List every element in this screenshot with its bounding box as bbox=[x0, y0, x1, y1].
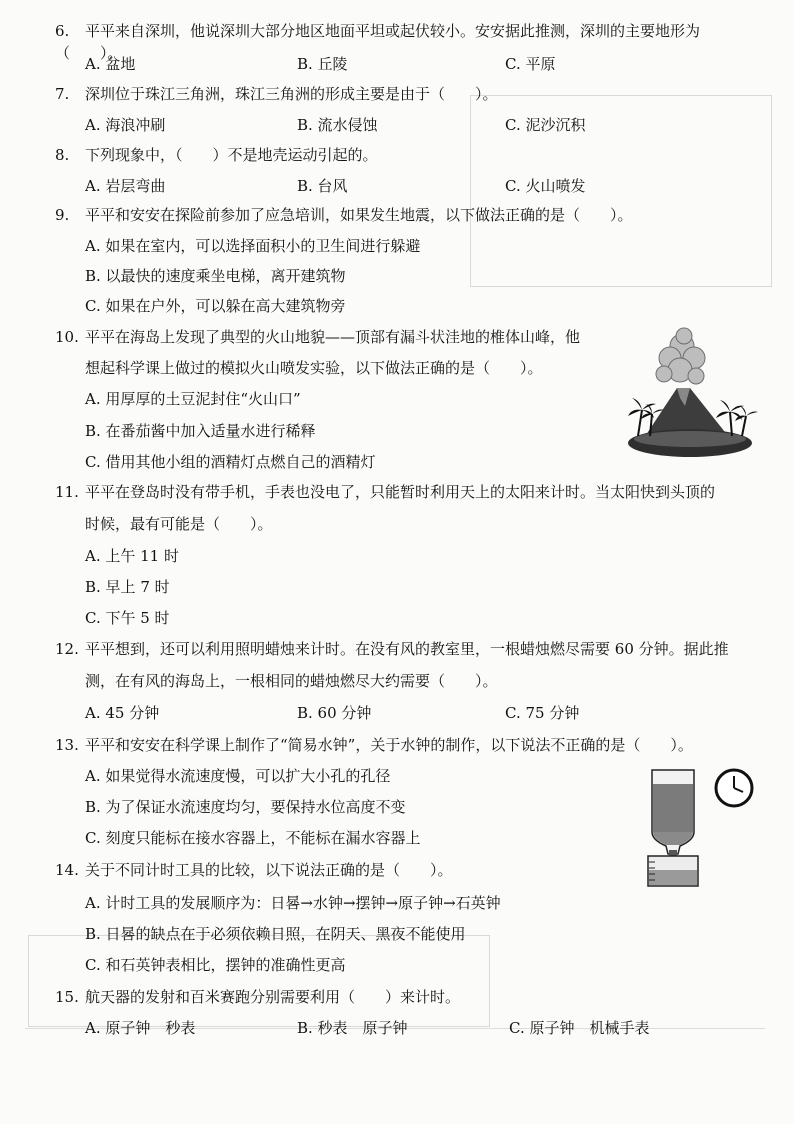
question-text: 关于不同计时工具的比较，以下说法正确的是（ ）。 bbox=[85, 861, 453, 879]
option-c[interactable]: C. 火山喷发 bbox=[505, 177, 586, 195]
option-b[interactable]: B. 流水侵蚀 bbox=[297, 116, 378, 134]
question-number: 10. bbox=[55, 328, 79, 346]
option-b[interactable]: B. 丘陵 bbox=[297, 55, 348, 73]
question-11 bbox=[55, 481, 764, 503]
question-text-continued: 时候，最有可能是（ ）。 bbox=[85, 515, 273, 533]
question-number: 9. bbox=[55, 206, 70, 224]
question-text: 深圳位于珠江三角洲，珠江三角洲的形成主要是由于（ ）。 bbox=[85, 85, 498, 103]
option-a[interactable]: A. 上午 11 时 bbox=[85, 547, 179, 565]
question-number: 11. bbox=[55, 483, 79, 501]
question-10 bbox=[55, 326, 634, 348]
option-b[interactable]: B. 台风 bbox=[297, 177, 348, 195]
question-text: 平平想到，还可以利用照明蜡烛来计时。在没有风的教室里，一根蜡烛燃尽需要 60 分钟。据此推 bbox=[85, 640, 729, 658]
option-a[interactable]: A. 岩层弯曲 bbox=[85, 177, 166, 195]
option-a[interactable]: A. 原子钟 秒表 bbox=[85, 1019, 196, 1037]
question-15 bbox=[55, 986, 764, 1008]
option-c[interactable]: C. 借用其他小组的酒精灯点燃自己的酒精灯 bbox=[85, 453, 376, 471]
option-c[interactable]: C. 和石英钟表相比，摆钟的准确性更高 bbox=[85, 956, 346, 974]
question-number: 14. bbox=[55, 861, 79, 879]
option-c[interactable]: C. 泥沙沉积 bbox=[505, 116, 586, 134]
option-c[interactable]: C. 如果在户外，可以躲在高大建筑物旁 bbox=[85, 297, 346, 315]
option-b[interactable]: B. 早上 7 时 bbox=[85, 578, 170, 596]
question-number: 7. bbox=[55, 85, 70, 103]
question-text: 平平和安安在科学课上制作了“简易水钟”，关于水钟的制作，以下说法不正确的是（ ）。 bbox=[85, 736, 693, 754]
question-14 bbox=[55, 859, 764, 881]
question-text-continued: 测，在有风的海岛上，一根相同的蜡烛燃尽大约需要（ ）。 bbox=[85, 672, 498, 690]
question-7 bbox=[55, 83, 764, 105]
option-b[interactable]: B. 为了保证水流速度均匀，要保持水位高度不变 bbox=[85, 798, 406, 816]
question-8 bbox=[55, 144, 764, 166]
question-12 bbox=[55, 638, 764, 660]
option-b[interactable]: B. 60 分钟 bbox=[297, 704, 372, 722]
option-b[interactable]: B. 秒表 原子钟 bbox=[297, 1019, 408, 1037]
option-c[interactable]: C. 平原 bbox=[505, 55, 556, 73]
option-a[interactable]: A. 计时工具的发展顺序为：日晷→水钟→摆钟→原子钟→石英钟 bbox=[85, 894, 501, 912]
volcano-island-illustration bbox=[622, 326, 772, 466]
question-number: 15. bbox=[55, 988, 79, 1006]
question-text-continued: 想起科学课上做过的模拟火山喷发实验，以下做法正确的是（ ）。 bbox=[85, 359, 543, 377]
question-number: 8. bbox=[55, 146, 70, 164]
question-text: 平平在登岛时没有带手机，手表也没电了，只能暂时利用天上的太阳来计时。当太阳快到头顶的 bbox=[85, 483, 716, 501]
option-a[interactable]: A. 如果在室内，可以选择面积小的卫生间进行躲避 bbox=[85, 237, 421, 255]
option-a[interactable]: A. 海浪冲刷 bbox=[85, 116, 166, 134]
question-text: 平平和安安在探险前参加了应急培训，如果发生地震，以下做法正确的是（ ）。 bbox=[85, 206, 633, 224]
question-text: 平平来自深圳，他说深圳大部分地区地面平坦或起伏较小。安安据此推测，深圳的主要地形为（ ）。 bbox=[55, 22, 701, 62]
option-a[interactable]: A. 盆地 bbox=[85, 55, 136, 73]
option-c[interactable]: C. 75 分钟 bbox=[505, 704, 580, 722]
clock-icon bbox=[716, 770, 752, 806]
option-a[interactable]: A. 用厚厚的土豆泥封住“火山口” bbox=[85, 390, 301, 408]
option-c[interactable]: C. 刻度只能标在接水容器上，不能标在漏水容器上 bbox=[85, 829, 421, 847]
question-9 bbox=[55, 204, 764, 226]
question-6 bbox=[55, 20, 764, 64]
question-number: 6. bbox=[55, 22, 70, 40]
question-number: 13. bbox=[55, 736, 79, 754]
question-text: 航天器的发射和百米赛跑分别需要利用（ ）来计时。 bbox=[85, 988, 461, 1006]
option-b[interactable]: B. 在番茄酱中加入适量水进行稀释 bbox=[85, 422, 316, 440]
option-c[interactable]: C. 下午 5 时 bbox=[85, 609, 170, 627]
option-a[interactable]: A. 如果觉得水流速度慢，可以扩大小孔的孔径 bbox=[85, 767, 391, 785]
option-c[interactable]: C. 原子钟 机械手表 bbox=[509, 1019, 650, 1037]
question-text: 下列现象中，（ ）不是地壳运动引起的。 bbox=[85, 146, 378, 164]
question-13 bbox=[55, 734, 764, 756]
bleed-through-box bbox=[28, 935, 490, 1027]
question-number: 12. bbox=[55, 640, 79, 658]
question-text: 平平在海岛上发现了典型的火山地貌——顶部有漏斗状洼地的椎体山峰，他 bbox=[85, 328, 581, 346]
option-b[interactable]: B. 以最快的速度乘坐电梯，离开建筑物 bbox=[85, 267, 346, 285]
option-a[interactable]: A. 45 分钟 bbox=[85, 704, 160, 722]
option-b[interactable]: B. 日晷的缺点在于必须依赖日照，在阴天、黑夜不能使用 bbox=[85, 925, 466, 943]
